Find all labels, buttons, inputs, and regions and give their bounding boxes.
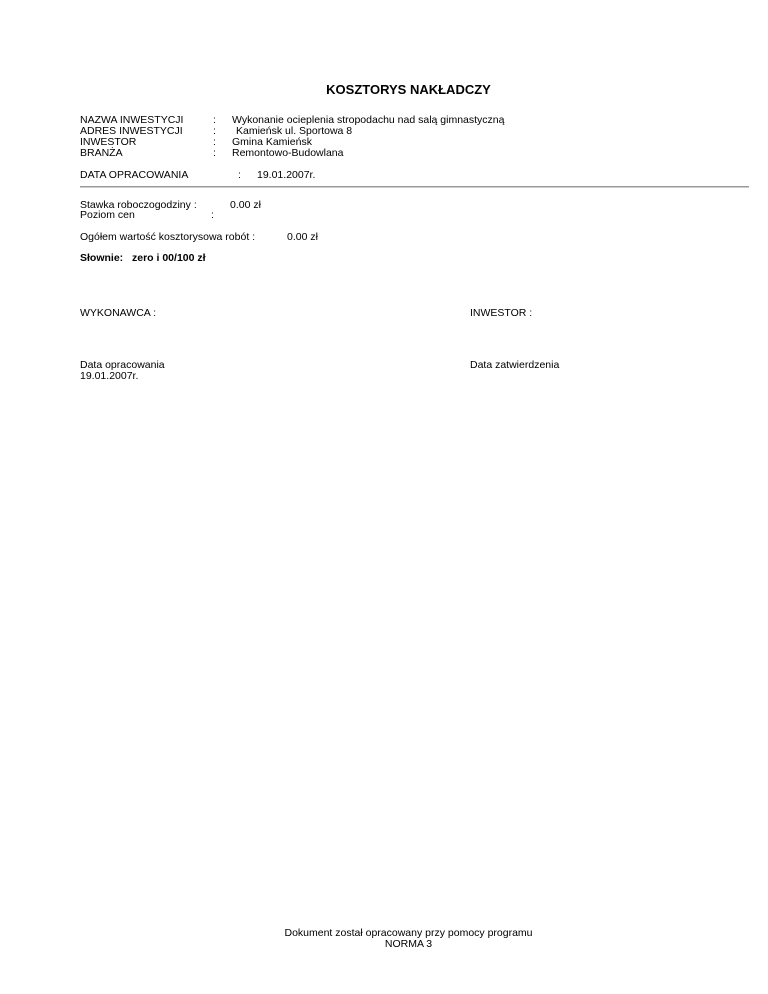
sep-nazwa: : (213, 114, 216, 126)
label-poziom-cen: Poziom cen (80, 209, 135, 221)
label-ogolem-wartosc: Ogółem wartość kosztorysowa robót : (80, 231, 256, 243)
sep-adres: : (213, 125, 216, 137)
value-data-opracowania: 19.01.2007r. (257, 169, 316, 181)
label-wykonawca: WYKONAWCA : (80, 307, 157, 319)
sep-branza: : (213, 147, 216, 159)
label-inwestor: INWESTOR (80, 136, 137, 148)
sep-poziom-cen: : (211, 209, 214, 221)
label-stawka-roboczogodziny: Stawka roboczogodziny : (80, 199, 197, 211)
label-adres-inwestycji: ADRES INWESTYCJI (80, 125, 183, 137)
document-title: KOSZTORYS NAKŁADCZY (326, 82, 491, 97)
label-inwestor-signature: INWESTOR : (470, 307, 533, 319)
value-ogolem-wartosc: 0.00 zł (287, 231, 318, 243)
value-branza: Remontowo-Budowlana (232, 147, 344, 159)
footer-line-1: Dokument został opracowany przy pomocy programu (284, 927, 533, 939)
label-data-opracowania-signature: Data opracowania (80, 359, 165, 371)
footer-line-2: NORMA 3 (384, 938, 433, 950)
label-slownie: Słownie: (80, 252, 124, 264)
value-nazwa-inwestycji: Wykonanie ocieplenia stropodachu nad salą gimnastyczną (232, 114, 505, 126)
horizontal-divider (80, 186, 749, 188)
sep-inwestor: : (213, 136, 216, 148)
label-data-opracowania: DATA OPRACOWANIA (80, 169, 189, 181)
value-inwestor: Gmina Kamieńsk (232, 136, 312, 148)
value-stawka-roboczogodziny: 0.00 zł (230, 199, 261, 211)
label-branza: BRANŻA (80, 147, 123, 159)
sep-data: : (238, 169, 241, 181)
value-data-opracowania-signature: 19.01.2007r. (80, 370, 139, 382)
label-data-zatwierdzenia: Data zatwierdzenia (470, 359, 560, 371)
value-slownie: zero i 00/100 zł (132, 252, 206, 264)
value-adres-inwestycji: Kamieńsk ul. Sportowa 8 (236, 125, 353, 137)
label-nazwa-inwestycji: NAZWA INWESTYCJI (80, 114, 184, 126)
